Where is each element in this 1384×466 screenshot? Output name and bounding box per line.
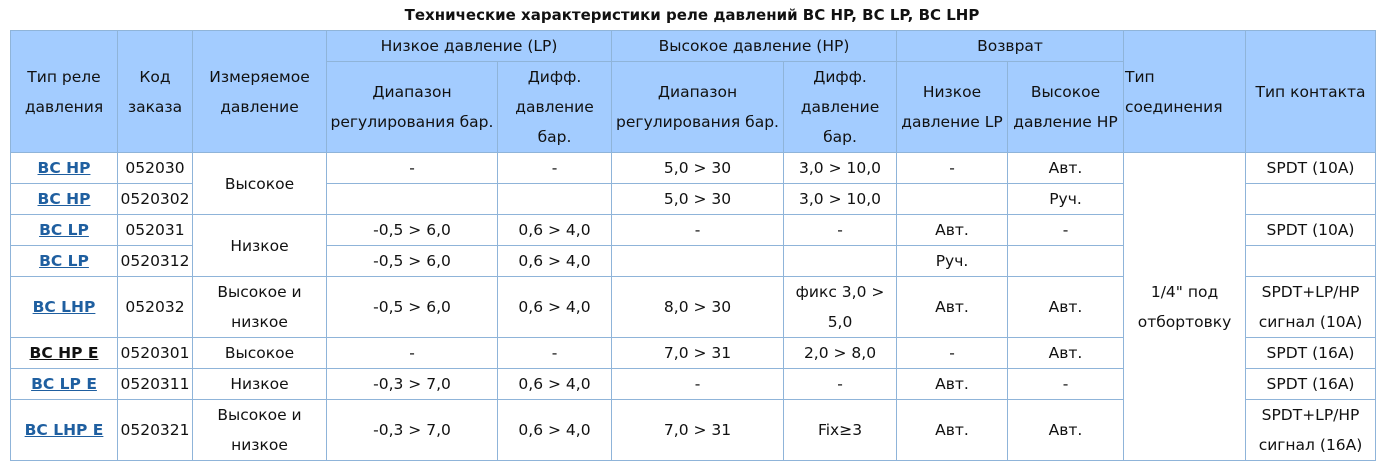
lp-range-cell: -0,3 > 7,0 [327,400,498,461]
hp-range-cell: 7,0 > 31 [612,400,784,461]
type-cell[interactable] [11,153,118,184]
hp-range-cell: 5,0 > 30 [612,153,784,184]
hp-range-cell: 5,0 > 30 [612,184,784,215]
contact-cell: SPDT+LP/HP сигнал (10A) [1246,277,1376,338]
return-hp-cell: Авт. [1008,400,1124,461]
return-hp-cell: Авт. [1008,277,1124,338]
measured-cell: Высокое [193,153,327,215]
hp-range-cell [612,246,784,277]
lp-diff-cell: 0,6 > 4,0 [498,400,612,461]
return-lp-cell: Авт. [897,215,1008,246]
code-cell: 0520321 [118,400,193,461]
return-lp-cell [897,184,1008,215]
lp-range-cell: -0,5 > 6,0 [327,277,498,338]
type-link[interactable]: BC HP E [29,344,99,362]
lp-range-cell: -0,5 > 6,0 [327,215,498,246]
return-hp-cell: Авт. [1008,153,1124,184]
return-hp-cell: Руч. [1008,184,1124,215]
hp-range-cell: - [612,369,784,400]
hp-diff-cell: 2,0 > 8,0 [784,338,897,369]
header-row-1 [11,31,1376,62]
lp-diff-cell: 0,6 > 4,0 [498,246,612,277]
return-hp-cell: Авт. [1008,338,1124,369]
header-contact: Тип контакта [1246,31,1376,153]
lp-diff-cell [498,184,612,215]
header-lp-group: Низкое давление (LP) [327,31,612,62]
header-lp-diff: Дифф. давление бар. [498,62,612,153]
type-link[interactable]: BC LP [39,252,89,270]
lp-range-cell: - [327,338,498,369]
measured-cell: Низкое [193,215,327,277]
type-cell[interactable] [11,277,118,338]
type-link[interactable]: BC HP [37,159,91,177]
return-lp-cell: Авт. [897,369,1008,400]
contact-cell [1246,246,1376,277]
spec-table [10,30,1376,461]
type-cell[interactable] [11,215,118,246]
header-return-hp: Высокое давление HP [1008,62,1124,153]
code-cell: 052032 [118,277,193,338]
type-cell[interactable] [11,400,118,461]
connection-cell: 1/4" под отбортовку [1124,153,1246,461]
measured-cell: Высокое [193,338,327,369]
hp-diff-cell: - [784,215,897,246]
code-cell: 052031 [118,215,193,246]
hp-diff-cell [784,246,897,277]
type-link[interactable]: BC LHP [32,298,96,316]
lp-diff-cell: 0,6 > 4,0 [498,215,612,246]
contact-cell: SPDT (16A) [1246,338,1376,369]
type-cell[interactable] [11,369,118,400]
header-measured: Измеряемое давление [193,31,327,153]
contact-cell: SPDT (10A) [1246,153,1376,184]
code-cell: 0520302 [118,184,193,215]
code-cell: 0520301 [118,338,193,369]
page-title: Технические характеристики реле давлений BC HP, BC LP, BC LHP [404,6,980,24]
header-code: Код заказа [118,31,193,153]
header-return-lp: Низкое давление LP [897,62,1008,153]
type-cell[interactable] [11,246,118,277]
header-hp-range: Диапазон регулирования бар. [612,62,784,153]
measured-cell: Высокое и низкое [193,400,327,461]
measured-cell: Высокое и низкое [193,277,327,338]
lp-diff-cell: 0,6 > 4,0 [498,277,612,338]
contact-cell [1246,184,1376,215]
type-link[interactable]: BC LHP E [24,421,104,439]
header-hp-group: Высокое давление (HP) [612,31,897,62]
code-cell: 0520311 [118,369,193,400]
hp-range-cell: 8,0 > 30 [612,277,784,338]
return-hp-cell: - [1008,369,1124,400]
type-link[interactable]: BC LP E [31,375,97,393]
return-lp-cell: - [897,153,1008,184]
return-lp-cell: - [897,338,1008,369]
hp-diff-cell: Fix≥3 [784,400,897,461]
header-return-group: Возврат [897,31,1124,62]
hp-diff-cell: 3,0 > 10,0 [784,184,897,215]
header-type: Тип реле давления [11,31,118,153]
code-cell: 052030 [118,153,193,184]
header-lp-range: Диапазон регулирования бар. [327,62,498,153]
lp-range-cell: -0,5 > 6,0 [327,246,498,277]
type-cell[interactable] [11,184,118,215]
return-lp-cell: Руч. [897,246,1008,277]
contact-cell: SPDT (10A) [1246,215,1376,246]
return-lp-cell: Авт. [897,277,1008,338]
type-link[interactable]: BC LP [39,221,89,239]
contact-cell: SPDT (16A) [1246,369,1376,400]
return-hp-cell [1008,246,1124,277]
measured-cell: Низкое [193,369,327,400]
return-lp-cell: Авт. [897,400,1008,461]
contact-cell: SPDT+LP/HP сигнал (16A) [1246,400,1376,461]
header-hp-diff: Дифф. давление бар. [784,62,897,153]
lp-range-cell: -0,3 > 7,0 [327,369,498,400]
header-connection: Тип соединения [1124,31,1246,153]
code-cell: 0520312 [118,246,193,277]
hp-range-cell: - [612,215,784,246]
return-hp-cell: - [1008,215,1124,246]
hp-diff-cell: - [784,369,897,400]
lp-range-cell: - [327,153,498,184]
hp-diff-cell: фикс 3,0 > 5,0 [784,277,897,338]
type-link[interactable]: BC HP [37,190,91,208]
lp-diff-cell: - [498,338,612,369]
hp-diff-cell: 3,0 > 10,0 [784,153,897,184]
table-row [11,153,1376,184]
type-cell[interactable] [11,338,118,369]
lp-diff-cell: - [498,153,612,184]
lp-diff-cell: 0,6 > 4,0 [498,369,612,400]
lp-range-cell [327,184,498,215]
hp-range-cell: 7,0 > 31 [612,338,784,369]
